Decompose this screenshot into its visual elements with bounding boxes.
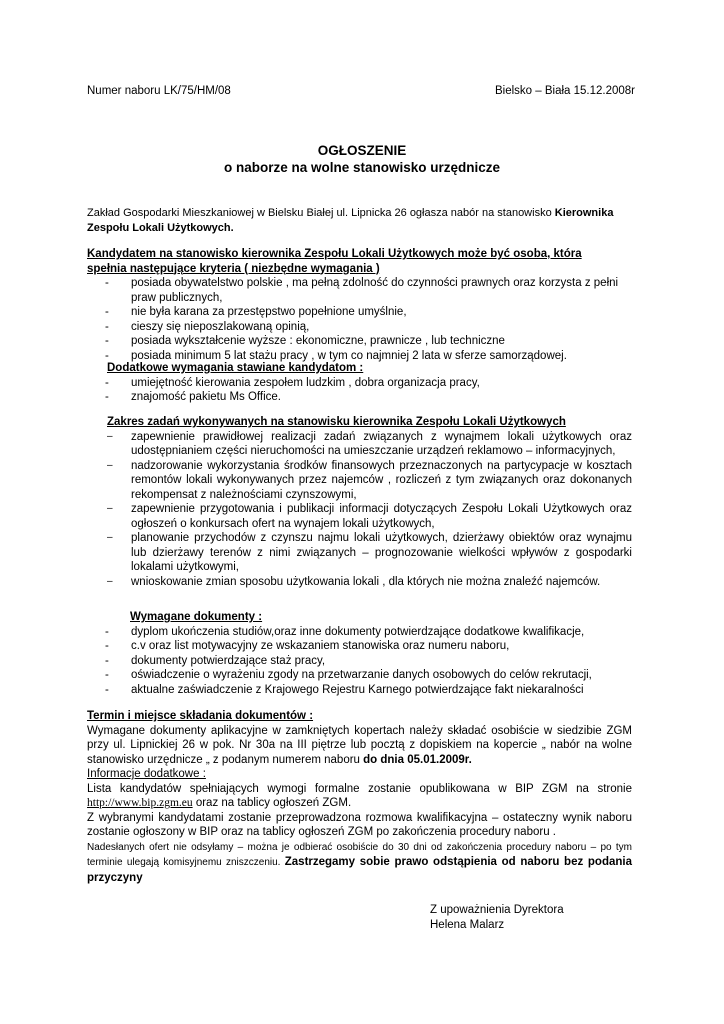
list-item: - posiada obywatelstwo polskie , ma pełną zdolność do czynności prawnych oraz korzysta z pełni praw publicznych, (105, 277, 619, 304)
intro-bold-1: Kierownika (554, 207, 614, 219)
info-paragraph-3: Nadesłanych ofert nie odsyłamy – można je odbierać osobiście do 30 dni od zakończenia procedury naboru – po tym terminie ulegają komisyjnemu zniszczeniu. Zastrzegamy sobie prawo odstąpienia od naboru bez podania przyczyny (87, 841, 632, 884)
list-item: – nadzorowanie wykorzystania środków finansowych przeznaczonych na partycypacje w kosztach remontów lokali wykonywanych przez najemców , rozliczeń z tym związanych oraz dokonanych rekompensat z należnościami czynszowymi, (107, 459, 632, 501)
signature-line-2: Helena Malarz (430, 918, 505, 931)
intro-bold-2: Zespołu Lokali Użytkowych. (87, 221, 234, 234)
deadline-paragraph: Wymagane dokumenty aplikacyjne w zamkniętych kopertach należy składać osobiście w siedzibie ZGM przy ul. Lipnickiej 26 w pok. Nr 30a na III piętrze lub pocztą z dopiskiem na kopercie „ nabór na wolne stanowisko urzędnicze „ z podanym numerem naboru do dnia 05.01.2009r. (87, 724, 632, 766)
title-line-1: OGŁOSZENIE (317, 143, 407, 158)
info-heading: Informacje dodatkowe : (87, 768, 206, 780)
required-heading-1: Kandydatem na stanowisko kierownika Zespołu Lokali Użytkowych może być osoba, która (87, 248, 582, 260)
list-item: - nie była karana za przestępstwo popełnione umyślnie, (105, 306, 407, 318)
tasks-heading: Zakres zadań wykonywanych na stanowisku kierownika Zespołu Lokali Użytkowych (107, 416, 566, 428)
additional-heading: Dodatkowe wymagania stawiane kandydatom : (107, 362, 364, 374)
documents-section (87, 610, 632, 697)
required-list (87, 276, 632, 363)
intro-paragraph (87, 206, 632, 235)
deadline-section (87, 709, 632, 885)
documents-heading: Wymagane dokumenty : (130, 611, 263, 623)
info-paragraph-1: Lista kandydatów spełniających wymogi formalne zostanie opublikowana w BIP ZGM na stronie http://www.bip.zgm.eu oraz na tablicy ogłoszeń ZGM. (87, 782, 632, 809)
list-item: - posiada minimum 5 lat stażu pracy , w tym co najmniej 2 lata w sferze samorządowej. (105, 349, 567, 362)
additional-list (87, 376, 632, 405)
intro-text: Zakład Gospodarki Mieszkaniowej w Bielsku Białej ul. Lipnicka 26 ogłasza nabór na stanowisko (87, 207, 555, 219)
list-item: - posiada wykształcenie wyższe : ekonomiczne, prawnicze , lub techniczne (105, 335, 505, 347)
list-item: - umiejętność kierowania zespołem ludzkim , dobra organizacja pracy, (105, 376, 480, 389)
deadline-heading: Termin i miejsce składania dokumentów : (87, 710, 314, 722)
list-item: - oświadczenie o wyrażeniu zgody na przetwarzanie danych osobowych do celów rekrutacji, (105, 669, 592, 681)
documents-list (87, 625, 632, 698)
list-item: – planowanie przychodów z czynszu najmu lokali użytkowych, dzierżawy obiektów oraz wynajmu lub dzierżawy terenów z nimi związanych – prognozowanie wielkości wpływów z gospodarki lokalami użytkowymi, (107, 532, 632, 573)
place-date: Bielsko – Biała 15.12.2008r (494, 85, 635, 97)
list-item: – zapewnienie przygotowania i publikacji informacji dotyczących Zespołu Lokali Użytkowych oraz ogłoszeń o konkursach ofert na wynajem lokali użytkowych, (107, 503, 632, 530)
list-item: - c.v oraz list motywacyjny ze wskazaniem stanowiska oraz numeru naboru, (105, 640, 510, 652)
tasks-section (87, 415, 632, 589)
reference-number: Numer naboru LK/75/HM/08 (87, 85, 231, 97)
bip-link[interactable]: http://www.bip.zgm.eu (87, 797, 193, 809)
list-item: - aktualne zaświadczenie z Krajowego Rejestru Karnego potwierdzające fakt niekaralności (105, 683, 584, 696)
signature (430, 903, 630, 932)
tasks-list (87, 430, 632, 590)
info-paragraph-2: Z wybranymi kandydatami zostanie przeprowadzona rozmowa kwalifikacyjna – ostateczny wynik naboru zostanie ogłoszony w BIP oraz na tablicy ogłoszeń ZGM po zakończenia procedury naboru . (87, 811, 632, 838)
list-item: - dyplom ukończenia studiów,oraz inne dokumenty potwierdzające dodatkowe kwalifikacje, (105, 625, 585, 638)
signature-line-1: Z upoważnienia Dyrektora (430, 904, 564, 916)
required-section (87, 247, 632, 363)
list-item: - cieszy się nieposzlakowaną opinią, (105, 320, 310, 333)
list-item: – wnioskowanie zmian sposobu użytkowania lokali , dla których nie można znaleźć najemców. (107, 575, 601, 588)
additional-section (87, 361, 632, 405)
title-line-2: o naborze na wolne stanowisko urzędnicze (223, 160, 501, 175)
list-item: - znajomość pakietu Ms Office. (105, 391, 281, 403)
list-item: - dokumenty potwierdzające staż pracy, (105, 654, 326, 667)
required-heading-2: spełnia następujące kryteria ( niezbędne wymagania ) (87, 262, 380, 275)
list-item: – zapewnienie prawidłowej realizacji zadań związanych z wynajmem lokali użytkowych oraz udostępnianiem części nieruchomości na umieszczanie urządzeń reklamowo – informacyjnych, (107, 430, 632, 457)
